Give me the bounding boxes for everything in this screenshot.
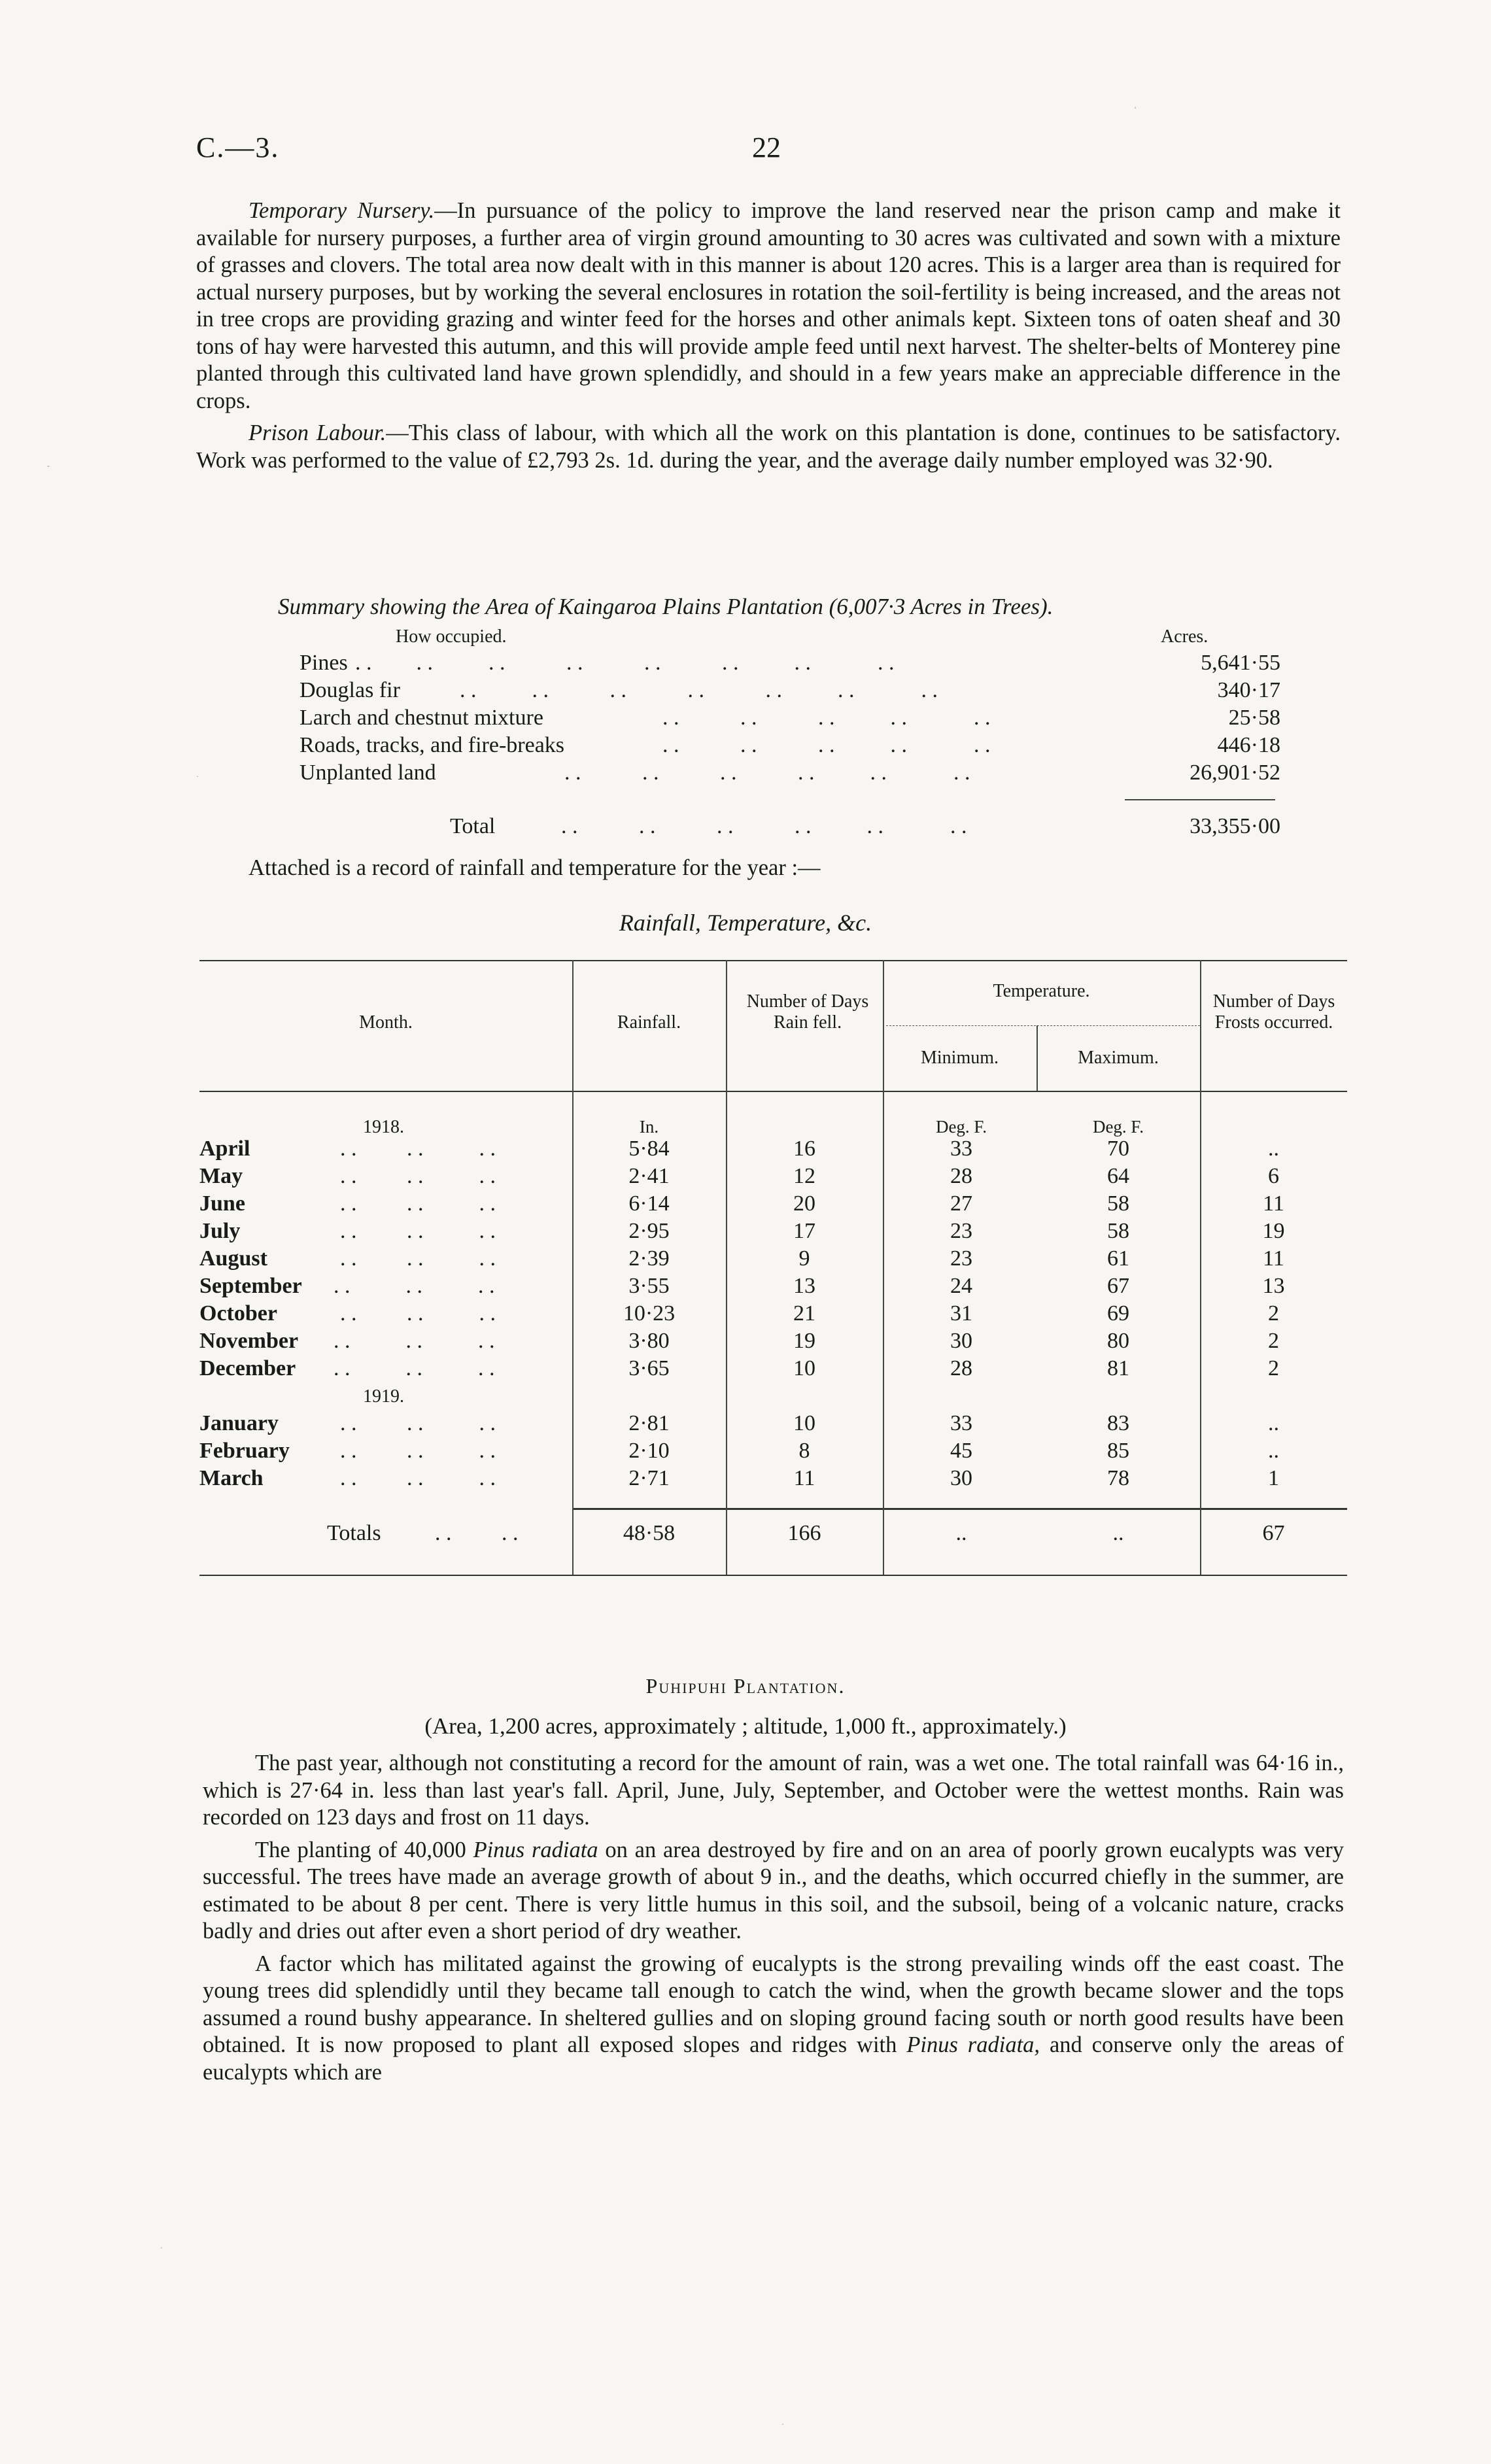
col-header-rain-days: Number of Days Rain fell.: [746, 991, 869, 1033]
attached-note: Attached is a record of rainfall and temperature for the year :—: [248, 855, 821, 880]
summary-value: 340·17: [1217, 678, 1280, 702]
summary-row: Douglas fir . . . . . . . . . . . . . . 340·17: [300, 678, 1280, 702]
puhipuhi-paragraph-3: A factor which has militated against the growing of eucalypts is the strong prevailing winds off the east coast. The young trees did splendidly until they became tall enough to catch the wind, when the growth became slower and the tops assumed a round bushy appearance. In sheltered gullies and on sloping ground facing south or north good results have been obtained. It is now proposed to plant all exposed slopes and ridges with Pinus radiata, and conserve only the areas of eucalypts which are: [203, 1951, 1344, 2085]
nursery-heading: Temporary Nursery.: [248, 198, 435, 223]
rainfall-table-caption: Rainfall, Temperature, &c.: [619, 910, 872, 936]
summary-label: Unplanted land: [300, 761, 436, 785]
puhipuhi-paragraphs: [203, 1750, 1344, 2091]
intro-paragraphs: [196, 197, 1341, 479]
summary-label: Larch and chestnut mixture: [300, 706, 543, 730]
prison-labour-paragraph: [196, 420, 1341, 474]
unit-rainfall: In.: [639, 1117, 659, 1137]
summary-total-label: Total: [450, 814, 496, 838]
summary-row: Roads, tracks, and fire-breaks . . . . . . . . . . 446·18: [300, 733, 1280, 757]
page-number: 22: [752, 131, 781, 163]
summary-row: Larch and chestnut mixture . . . . . . . . . . 25·58: [300, 706, 1280, 730]
summary-value: 5,641·55: [1201, 651, 1280, 675]
year-label-1918: 1918.: [363, 1117, 404, 1137]
unit-min: Deg. F.: [935, 1117, 987, 1137]
scan-speck: ·: [196, 772, 199, 781]
prison-labour-body: —This class of labour, with which all the work on this plantation is done, continues to be satisfactory. Work was performed to the value of £2,793 2s. 1d. during the year, and the average daily number employed was 32·90.: [196, 420, 1341, 473]
summary-value: 26,901·52: [1190, 761, 1280, 785]
summary-total-value: 33,355·00: [1190, 814, 1280, 838]
table-row: . . . . . . January 2·81 10 33 83 ..: [199, 1411, 1279, 1435]
summary-row: Unplanted land . . . . . . . . . . . . 26,901·52: [300, 761, 1280, 785]
puhipuhi-paragraph-2: The planting of 40,000 Pinus radiata on an area destroyed by fire and on an area of poorly grown eucalypts was very successful. The trees have made an average growth of about 9 in., and the deaths, which occurred chiefly in the summer, are estimated to be about 8 per cent. There is very little humus in this soil, and the subsoil, being of a volcanic nature, cracks badly and dries out after even a short period of dry weather.: [203, 1837, 1345, 1943]
species-name: Pinus radiata: [473, 1837, 598, 1862]
puhipuhi-title: Puhipuhi Plantation.: [645, 1674, 846, 1698]
table-row: . . . . . . July 2·95 17 23 58 19: [199, 1219, 1285, 1243]
col-header-maximum: Maximum.: [1078, 1048, 1159, 1068]
table-row: . . . . . . September 3·55 13 24 67 13: [199, 1274, 1285, 1298]
table-row: . . . . . . April 5·84 16 33 70 ..: [199, 1137, 1279, 1161]
table-row: . . . . . . June 6·14 20 27 58 11: [199, 1191, 1284, 1216]
table-row: . . . . . . December 3·65 10 28 81 2: [199, 1356, 1279, 1380]
col-header-month: Month.: [359, 1012, 413, 1033]
summary-col-acres: Acres.: [1161, 626, 1208, 647]
summary-row: Pines . . . . . . . . . . . . . . . . 5,641·55: [300, 651, 1280, 675]
table-totals-rule: [572, 1508, 1347, 1510]
totals-label: Totals: [327, 1521, 381, 1545]
parliamentary-reference: C.—3.: [196, 131, 280, 163]
puhipuhi-paragraph-1: The past year, although not constituting a record for the amount of rain, was a wet one. The total rainfall was 64·16 in., which is 27·64 in. less than last year's fall. April, June, July, September, and October were the wettest months. Rain was recorded on 123 days and frost on 11 days.: [203, 1751, 1344, 1830]
col-header-minimum: Minimum.: [920, 1048, 999, 1068]
summary-value: 25·58: [1228, 706, 1280, 730]
table-row: . . . . . . August 2·39 9 23 61 11: [199, 1246, 1284, 1271]
table-bottom-rule: [199, 1575, 1347, 1576]
scan-speck: -: [47, 461, 50, 470]
scan-speck: ': [1135, 105, 1137, 114]
summary-caption: Summary showing the Area of Kaingaroa Plains Plantation (6,007·3 Acres in Trees).: [278, 594, 1054, 619]
table-row: . . . . . . October 10·23 21 31 69 2: [199, 1301, 1279, 1326]
summary-label: Pines: [300, 651, 348, 675]
table-row: . . . . . . November 3·80 19 30 80 2: [199, 1329, 1279, 1353]
summary-col-how: How occupied.: [396, 626, 507, 647]
summary-total-rule: [1125, 799, 1275, 800]
table-header-rule: [199, 1091, 1347, 1092]
species-name: Pinus radiata,: [906, 2032, 1040, 2057]
summary-total-row: Total . . . . . . . . . . . . 33,355·00: [450, 814, 1280, 838]
table-top-rule: [199, 960, 1347, 961]
unit-max: Deg. F.: [1092, 1117, 1144, 1137]
puhipuhi-subtitle: (Area, 1,200 acres, approximately ; altitude, 1,000 ft., approximately.): [424, 1713, 1067, 1739]
col-header-temperature: Temperature.: [993, 981, 1090, 1001]
col-header-rainfall: Rainfall.: [617, 1012, 681, 1033]
summary-value: 446·18: [1217, 733, 1280, 757]
year-label-1919: 1919.: [363, 1386, 404, 1407]
nursery-paragraph: [196, 197, 1341, 415]
table-row: . . . . . . March 2·71 11 30 78 1: [199, 1466, 1279, 1490]
nursery-body: —In pursuance of the policy to improve the land reserved near the prison camp and make it available for nursery purposes, a further area of virgin ground amounting to 30 acres was cultivated and sown with a mixture of grasses and clovers. The total area now dealt with in this manner is about 120 acres. This is a larger area than is required for actual nursery purposes, but by working the several enclosures in rotation the soil-fertility is being increased, and the areas not in tree crops are providing grazing and winter feed for the horses and other animals kept. Sixteen tons of oaten sheaf and 30 tons of hay were harvested this autumn, and this will provide ample feed until next harvest. The shelter-belts of Monterey pine planted through this cultivated land have grown splendidly, and should in a few years make an appreciable difference in the crops.: [196, 198, 1341, 413]
page-header: [196, 131, 1341, 170]
summary-label: Douglas fir: [300, 678, 400, 702]
summary-label: Roads, tracks, and fire-breaks: [300, 733, 565, 757]
scan-speck: ·: [781, 2420, 784, 2429]
col-header-frosts: Number of Days Frosts occurred.: [1212, 991, 1335, 1033]
table-row: . . . . . . May 2·41 12 28 64 6: [199, 1164, 1279, 1188]
scan-speck: ·: [160, 2243, 163, 2252]
table-row: . . . . . . February 2·10 8 45 85 ..: [199, 1439, 1279, 1463]
prison-labour-heading: Prison Labour.: [248, 420, 386, 445]
totals-row: . . . . Totals 48·58 166 .. .. 67: [327, 1521, 1285, 1545]
